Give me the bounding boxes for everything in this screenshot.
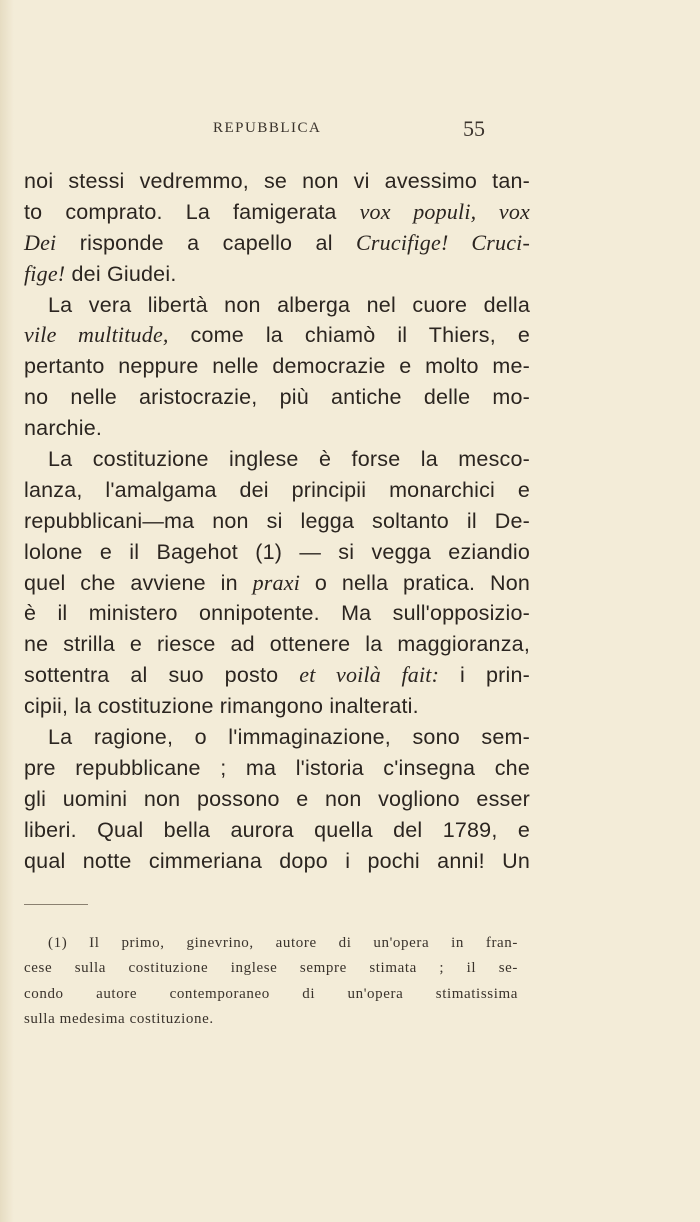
text-line <box>24 382 530 413</box>
text-span: dei Giudei. <box>65 261 177 286</box>
text-span: pre repubblicane ; ma l'istoria c'insegna che <box>24 755 530 780</box>
text-span: cipii, la costituzione rimangono inalterati. <box>24 694 419 719</box>
body-text <box>24 166 530 876</box>
text-line <box>24 166 530 197</box>
text-span: La costituzione inglese è forse la mesco- <box>48 447 530 472</box>
text-span: liberi. Qual bella aurora quella del 1789, e <box>24 817 530 842</box>
footnote-rule <box>24 904 88 905</box>
text-line <box>24 598 530 629</box>
text-line <box>24 846 530 877</box>
text-line <box>24 351 530 382</box>
footnote-line: (1) Il primo, ginevrino, autore di un'opera in fran- <box>48 935 518 951</box>
text-span: qual notte cimmeriana dopo i pochi anni! Un <box>24 848 530 873</box>
text-line <box>24 537 530 568</box>
text-line <box>24 815 530 846</box>
italic-phrase: et voilà fait: <box>299 662 440 688</box>
italic-phrase: Dei <box>24 229 57 255</box>
text-span: è il ministero onnipotente. Ma sull'opposizio- <box>24 601 530 626</box>
text-line <box>24 753 530 784</box>
italic-phrase: Crucifige! Cruci- <box>356 229 530 255</box>
italic-phrase: vile multitude, <box>24 322 169 348</box>
text-line <box>24 722 530 753</box>
text-span: gli uomini non possono e non vogliono esser <box>24 786 530 811</box>
text-line <box>24 506 530 537</box>
text-span: come la chiamò il Thiers, e <box>168 323 530 348</box>
page-edge-shadow <box>0 0 14 1222</box>
text-line <box>24 290 530 321</box>
text-line <box>24 228 530 259</box>
text-line <box>24 691 530 722</box>
text-span: sottentra al suo posto <box>24 663 300 688</box>
text-line <box>24 660 530 691</box>
text-line <box>24 197 530 228</box>
text-span: quel che avviene in <box>24 570 253 595</box>
italic-phrase: fige! <box>24 260 66 286</box>
text-span: pertanto neppure nelle democrazie e molto me- <box>24 354 530 379</box>
text-line <box>24 784 530 815</box>
text-span: to comprato. La famigerata <box>24 199 360 224</box>
footnote-line: condo autore contemporaneo di un'opera stimatissima <box>24 985 518 1002</box>
footnote-line: sulla medesima costituzione. <box>24 1010 214 1027</box>
italic-phrase: vox populi, vox <box>359 198 530 224</box>
footnote-line: cese sulla costituzione inglese sempre stimata ; il se- <box>24 960 518 977</box>
text-span: no nelle aristocrazie, più antiche delle mo- <box>24 385 530 410</box>
text-span: repubblicani—ma non si legga soltanto il De- <box>24 508 530 533</box>
text-span: risponde a capello al <box>56 230 357 255</box>
text-line <box>24 444 530 475</box>
text-span: narchie. <box>24 416 103 441</box>
italic-phrase: praxi <box>252 569 301 595</box>
text-span: noi stessi vedremmo, se non vi avessimo tan- <box>24 169 530 193</box>
text-span: o nella pratica. Non <box>300 570 531 595</box>
running-head: REPUBBLICA <box>213 120 322 136</box>
text-line <box>24 259 530 290</box>
footnote <box>24 931 518 1032</box>
text-line <box>24 413 530 444</box>
text-span: lolone e il Bagehot (1) — si vegga eziandio <box>24 539 530 564</box>
text-line <box>24 320 530 351</box>
page-number: 55 <box>463 116 485 141</box>
text-line <box>24 475 530 506</box>
text-span: La ragione, o l'immaginazione, sono sem- <box>48 725 530 750</box>
page-header <box>0 116 700 146</box>
text-line <box>24 568 530 599</box>
text-span: ne strilla e riesce ad ottenere la maggioranza, <box>24 632 530 657</box>
text-span: i prin- <box>439 663 530 688</box>
text-span: lanza, l'amalgama dei principii monarchici e <box>24 477 530 502</box>
text-line <box>24 629 530 660</box>
text-span: La vera libertà non alberga nel cuore della <box>48 292 530 317</box>
